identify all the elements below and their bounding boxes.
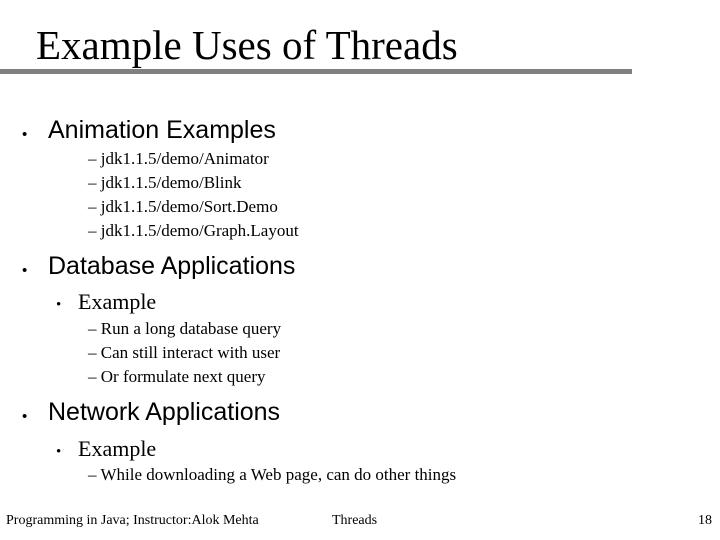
list-item: – While downloading a Web page, can do other things <box>88 465 457 484</box>
title-underline <box>0 69 632 74</box>
sub-heading: Example <box>78 436 157 461</box>
dash: – <box>88 221 97 240</box>
slide-title: Example Uses of Threads <box>36 22 458 68</box>
list-item: – jdk1.1.5/demo/Blink <box>88 173 242 192</box>
sub-heading: Example <box>78 289 157 314</box>
page-number: 18 <box>698 513 712 528</box>
dash: – <box>88 173 97 192</box>
dash: – <box>88 197 97 216</box>
dash: – <box>88 319 97 338</box>
dash: – <box>88 149 97 168</box>
dash: – <box>88 465 97 484</box>
list-item: – jdk1.1.5/demo/Animator <box>88 149 269 168</box>
section-heading: Animation Examples <box>48 116 276 144</box>
list-item: – Run a long database query <box>88 319 282 338</box>
footer-course: Programming in Java; Instructor:Alok Mehta <box>6 513 259 528</box>
section-heading: Database Applications <box>48 252 296 280</box>
dash: – <box>88 367 97 386</box>
list-item: – Can still interact with user <box>88 343 281 362</box>
list-item: – jdk1.1.5/demo/Sort.Demo <box>88 197 278 216</box>
footer-topic: Threads <box>332 513 378 528</box>
section-heading: Network Applications <box>48 398 281 426</box>
bullet-icon: • <box>22 408 28 425</box>
list-item: – Or formulate next query <box>88 367 266 386</box>
list-item: – jdk1.1.5/demo/Graph.Layout <box>88 221 299 240</box>
bullet-icon: • <box>56 444 62 460</box>
bullet-icon: • <box>22 126 28 143</box>
bullet-icon: • <box>56 297 62 313</box>
dash: – <box>88 343 97 362</box>
bullet-icon: • <box>22 262 28 279</box>
